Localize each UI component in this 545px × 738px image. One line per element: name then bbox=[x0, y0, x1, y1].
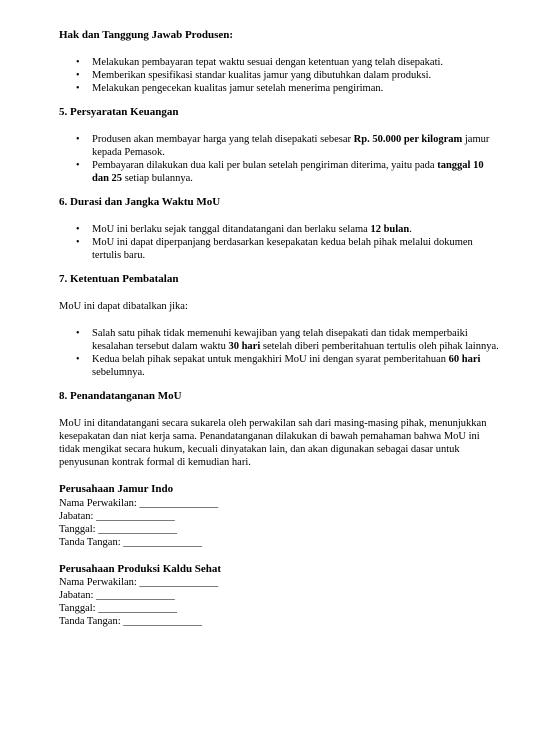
section-6-list bbox=[59, 223, 499, 262]
section-5-list bbox=[59, 133, 499, 185]
position-field: Jabatan: _______________ bbox=[59, 590, 175, 601]
signature-block-1 bbox=[59, 483, 499, 549]
list-item: • Salah satu pihak tidak memenuhi kewajiban yang telah disepakati dan tidak memperbaiki kesalahan tersebut dalam waktu 30 hari setelah diberi pemberitahuan tertulis oleh pihak lainnya. bbox=[59, 327, 499, 353]
document-page bbox=[59, 28, 499, 628]
list-item: • Pembayaran dilakukan dua kali per bulan setelah pengiriman diterima, yaitu pada tanggal 10 dan 25 setiap bulannya. bbox=[59, 159, 499, 185]
section-7-intro: MoU ini dapat dibatalkan jika: bbox=[59, 301, 188, 312]
section-8-body: MoU ini ditandatangani secara sukarela oleh perwakilan sah dari masing-masing pihak, menunjukkan kesepakatan dan niat kerja sama. Penandatanganan dilakukan di bawah pemahaman bahwa MoU ini tidak mengikat secara hukum, kecuali dinyatakan lain, dan akan digunakan sebagai dasar untuk penyusunan kontrak formal di kemudian hari. bbox=[59, 418, 487, 468]
list-item: • Memberikan spesifikasi standar kualitas jamur yang dibutuhkan dalam produksi. bbox=[59, 69, 499, 82]
list-item: • MoU ini dapat diperpanjang berdasarkan kesepakatan kedua belah pihak melalui dokumen tertulis baru. bbox=[59, 236, 499, 262]
section-7-list bbox=[59, 327, 499, 379]
list-item: • Melakukan pengecekan kualitas jamur setelah menerima pengiriman. bbox=[59, 82, 499, 95]
signature-field: Tanda Tangan: _______________ bbox=[59, 536, 202, 548]
producer-duties-heading: Hak dan Tanggung Jawab Produsen: bbox=[59, 29, 234, 41]
date-field: Tanggal: _______________ bbox=[59, 603, 177, 614]
section-8-heading: 8. Penandatanganan MoU bbox=[59, 390, 182, 402]
section-7-heading: 7. Ketentuan Pembatalan bbox=[59, 273, 179, 285]
representative-name-field: Nama Perwakilan: _______________ bbox=[59, 497, 219, 509]
representative-name-field: Nama Perwakilan: _______________ bbox=[59, 577, 219, 588]
signature-field: Tanda Tangan: _______________ bbox=[59, 616, 202, 627]
position-field: Jabatan: _______________ bbox=[59, 510, 175, 522]
section-6-heading: 6. Durasi dan Jangka Waktu MoU bbox=[59, 196, 221, 208]
date-field: Tanggal: _______________ bbox=[59, 523, 177, 535]
producer-duties-list bbox=[59, 56, 499, 95]
list-item: • Produsen akan membayar harga yang telah disepakati sebesar Rp. 50.000 per kilogram jamur kepada Pemasok. bbox=[59, 133, 499, 159]
company-name: Perusahaan Jamur Indo bbox=[59, 483, 174, 495]
list-item: • MoU ini berlaku sejak tanggal ditandatangani dan berlaku selama 12 bulan. bbox=[59, 223, 499, 236]
company-name: Perusahaan Produksi Kaldu Sehat bbox=[59, 562, 222, 575]
section-5-heading: 5. Persyaratan Keuangan bbox=[59, 106, 179, 118]
list-item: • Kedua belah pihak sepakat untuk mengakhiri MoU ini dengan syarat pemberitahuan 60 hari sebelumnya. bbox=[59, 353, 499, 379]
list-item: • Melakukan pembayaran tepat waktu sesuai dengan ketentuan yang telah disepakati. bbox=[59, 56, 499, 69]
signature-block-2 bbox=[59, 563, 499, 629]
